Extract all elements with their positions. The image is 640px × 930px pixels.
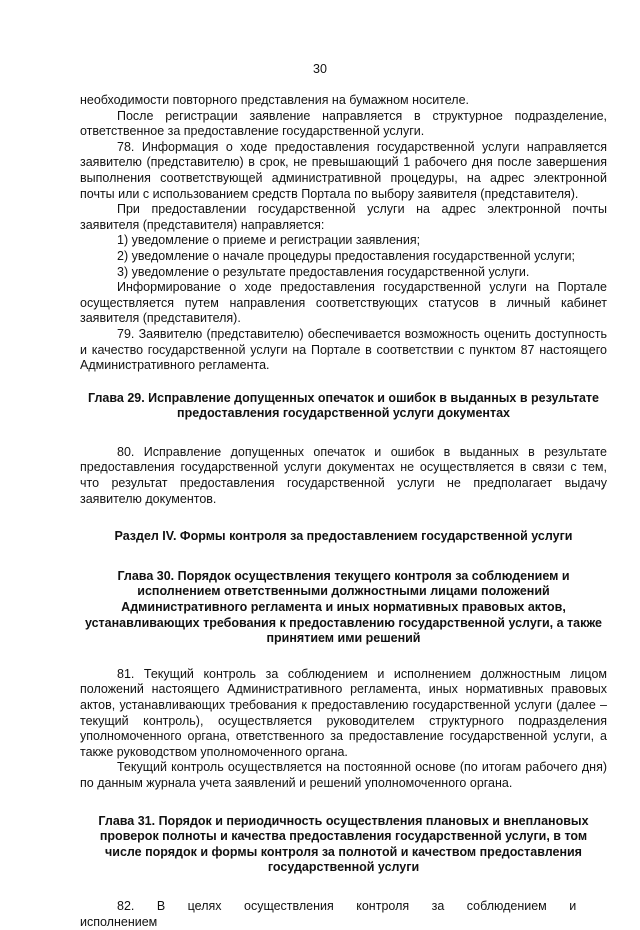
list-item: 3) уведомление о результате предоставления государственной услуги.	[117, 264, 530, 279]
paragraph-81: 81. Текущий контроль за соблюдением и исполнением должностным лицом положений настоящего Административного регламента, иных нормативных правовых актов, устанавливающих требования к предоставлению государственной услуги (далее – текущий контроль), осуществляется руководителем структурного подразделения уполномоченного органа, ответственного за предоставление государственной услуги, а также руководством уполномоченного органа.	[80, 666, 607, 759]
chapter-29-heading: Глава 29. Исправление допущенных опечаток и ошибок в выданных в результате предоставления государственной услуги документах	[88, 390, 599, 421]
paragraph: необходимости повторного представления на бумажном носителе.	[80, 93, 470, 107]
paragraph-78: 78. Информация о ходе предоставления государственной услуги направляется заявителю (представителю) в срок, не превышающий 1 рабочего дня после завершения выполнения соответствующей административной процедуры, на адрес электронной почты или с использованием средств Портала по выбору заявителя (представителя).	[80, 139, 607, 201]
section-4-heading: Раздел IV. Формы контроля за предоставлением государственной услуги	[114, 529, 573, 544]
document-body	[80, 93, 607, 930]
paragraph: При предоставлении государственной услуги на адрес электронной почты заявителя (представителя) направляется:	[80, 202, 607, 232]
list-item: 1) уведомление о приеме и регистрации заявления;	[117, 233, 421, 248]
page-number: 30	[313, 62, 327, 76]
list-item: 2) уведомление о начале процедуры предоставления государственной услуги;	[117, 248, 576, 263]
paragraph-80: 80. Исправление допущенных опечаток и ошибок в выданных в результате предоставления государственной услуги документах не осуществляется в связи с тем, что результат предоставления государственной услуги не предполагает выдачу заявителю документов.	[80, 444, 607, 506]
paragraph: Текущий контроль осуществляется на постоянной основе (по итогам рабочего дня) по данным журнала учета заявлений и решений уполномоченного органа.	[80, 760, 607, 790]
paragraph-82: 82. В целях осуществления контроля за соблюдением и исполнением	[80, 898, 577, 929]
chapter-31-heading: Глава 31. Порядок и периодичность осуществления плановых и внеплановых проверок полноты и качества предоставления государственной услуги, в том числе порядок и формы контроля за полнотой и качеством предоставления государственной услуги	[98, 813, 589, 875]
paragraph: Информирование о ходе предоставления государственной услуги на Портале осуществляется путем направления соответствующих статусов в личный кабинет заявителя (представителя).	[80, 280, 607, 326]
paragraph-79: 79. Заявителю (представителю) обеспечивается возможность оценить доступность и качество государственной услуги на Портале в соответствии с пунктом 87 настоящего Административного регламента.	[80, 326, 607, 373]
chapter-30-heading: Глава 30. Порядок осуществления текущего контроля за соблюдением и исполнением ответственными должностными лицами положений Административного регламента и иных нормативных правовых актов, устанавливающих требования к предоставлению государственной услуги, а также принятием ими решений	[84, 568, 603, 646]
paragraph: После регистрации заявление направляется в структурное подразделение, ответственное за предоставление государственной услуги.	[80, 108, 607, 139]
